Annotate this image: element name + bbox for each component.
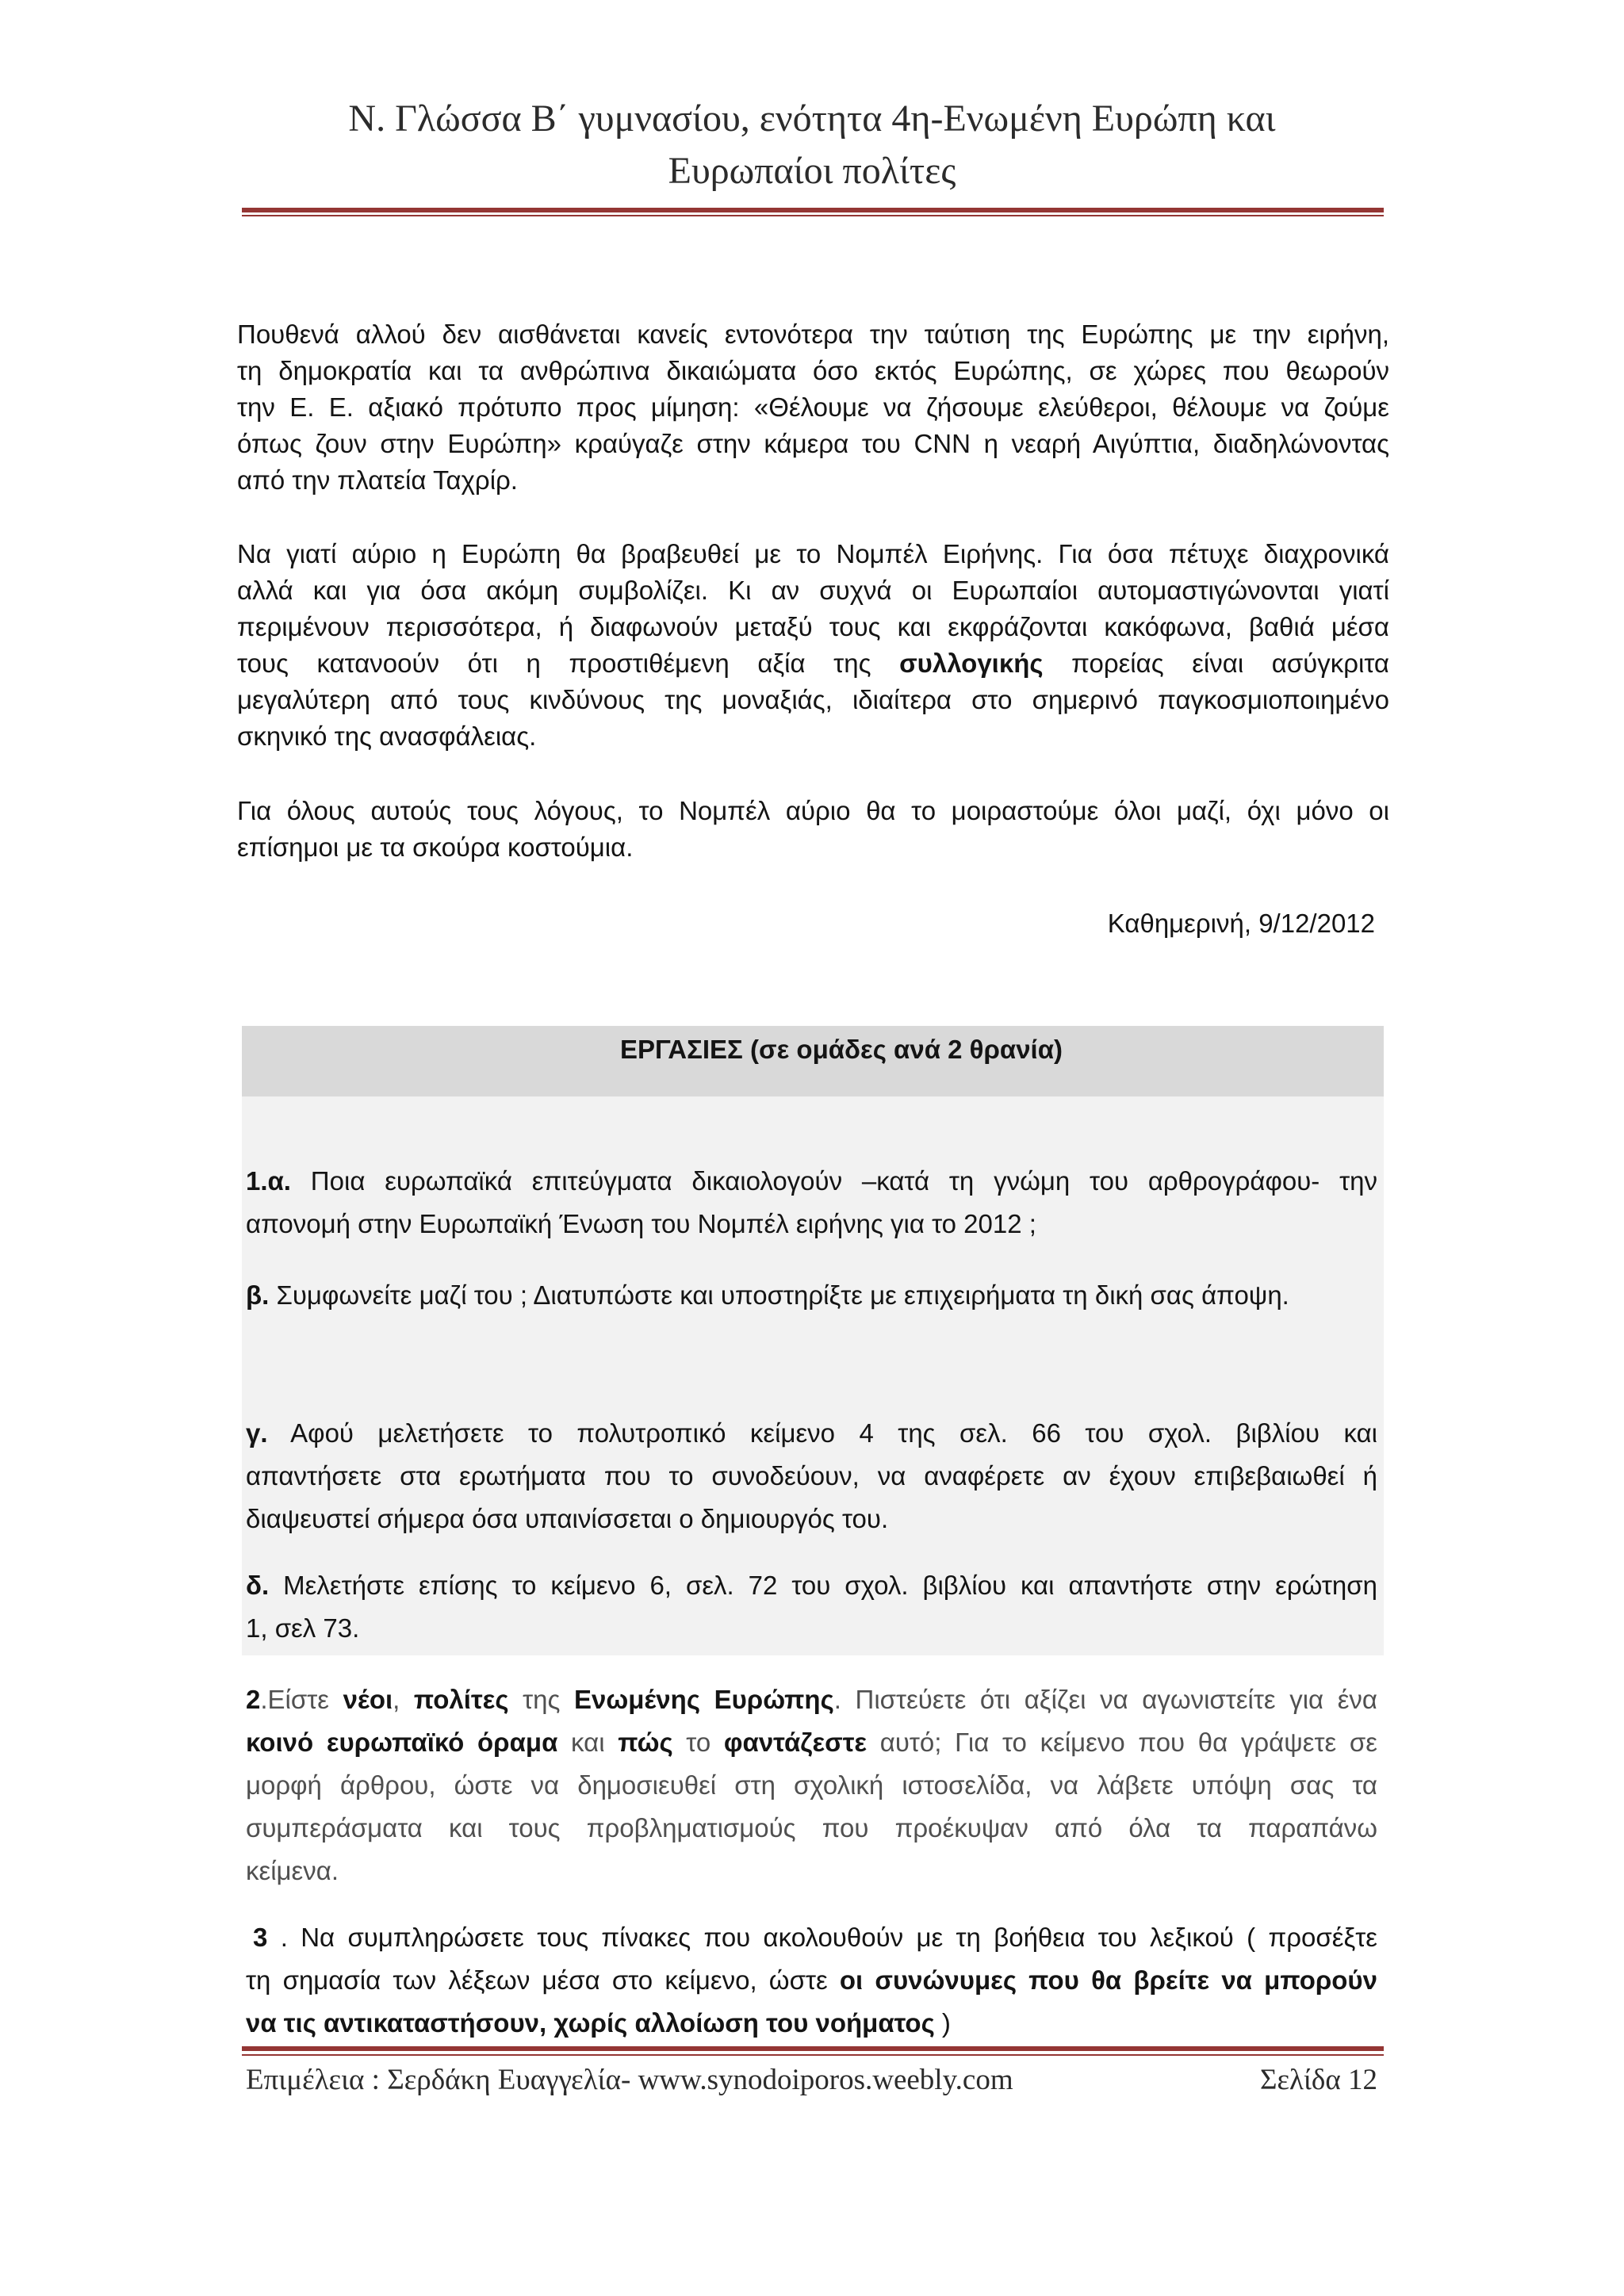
task-line: κείμενα.: [246, 1856, 339, 1885]
text-run: Συμφωνείτε μαζί του ; Διατυπώστε και υποστηρίξτε με επιχειρήματα τη δική σας άποψη.: [269, 1280, 1289, 1310]
task-item-1d: [246, 1564, 1377, 1650]
task-item-1a: [246, 1160, 1377, 1246]
task-line: [246, 1564, 1377, 1607]
tasks-heading: ΕΡΓΑΣΙΕΣ (σε ομάδες ανά 2 θρανία): [619, 1035, 1063, 1064]
bold-text-run: νέοι: [343, 1685, 393, 1714]
text-run: το: [672, 1728, 724, 1757]
task-label: γ.: [246, 1418, 268, 1448]
task-line: διαψευστεί σήμερα όσα υπαινίσσεται ο δημιουργός του.: [246, 1504, 889, 1533]
text-run: αυτό; Για το κείμενο που θα γράψετε σε: [867, 1728, 1377, 1757]
bold-text-run: Ενωμένης Ευρώπης: [573, 1685, 834, 1714]
article-paragraph: [237, 316, 1389, 499]
text-run: Μελετήστε επίσης το κείμενο 6, σελ. 72 του σχολ. βιβλίου και απαντήστε στην ερώτηση: [269, 1571, 1377, 1600]
header-rule: [242, 215, 1384, 216]
bold-text-run: πώς: [618, 1728, 673, 1757]
task-line: συμπεράσματα και τους προβληματισμούς που προέκυψαν από όλα τα παραπάνω: [246, 1813, 1377, 1843]
task-item-1c: [246, 1412, 1377, 1540]
task-line: [246, 2002, 1377, 2045]
task-line: μορφή άρθρου, ώστε να δημοσιευθεί στη σχολική ιστοσελίδα, να λάβετε υπόψη σας τα: [246, 1770, 1377, 1800]
task-label: δ.: [246, 1571, 270, 1600]
paragraph-line: Πουθενά αλλού δεν αισθάνεται κανείς εντονότερα την ταύτιση της Ευρώπης με την ειρήνη,: [237, 320, 1389, 349]
text-run: . Πιστεύετε ότι αξίζει να αγωνιστείτε για ένα: [833, 1685, 1378, 1714]
page-number: Σελίδα 12: [1259, 2064, 1377, 2096]
task-label: 3: [253, 1923, 268, 1952]
article-source: Καθημερινή, 9/12/2012: [1107, 909, 1375, 938]
text-run: πορείας είναι ασύγκριτα: [1043, 649, 1390, 678]
bold-text-run: συλλογικής: [899, 649, 1044, 678]
task-line: 1, σελ 73.: [246, 1613, 360, 1643]
bold-text-run: πολίτες: [413, 1685, 509, 1714]
text-run: και: [557, 1728, 619, 1757]
task-item-1b: [246, 1274, 1377, 1317]
page-footer: [246, 2063, 1377, 2098]
text-run: . Να συμπληρώσετε τους πίνακες που ακολουθούν με τη βοήθεια του λεξικού ( προσέξτε: [267, 1923, 1377, 1952]
footer-rule: [242, 2046, 1384, 2051]
task-line: [246, 1678, 1377, 1721]
paragraph-line: αλλά και για όσα ακόμη συμβολίζει. Κι αν συχνά οι Ευρωπαίοι αυτομαστιγώνονται γιατί: [237, 576, 1389, 605]
footer-rule: [242, 2054, 1384, 2056]
text-run: ,: [393, 1685, 414, 1714]
task-label: β.: [246, 1280, 270, 1310]
footer-credit: Επιμέλεια : Σερδάκη Ευαγγελία- www.synodoiporos.weebly.com: [246, 2064, 1013, 2096]
bold-text-run: κοινό ευρωπαϊκό όραμα: [246, 1728, 558, 1757]
task-line: [246, 1412, 1377, 1455]
task-line: απονομή στην Ευρωπαϊκή Ένωση του Νομπέλ ειρήνης για το 2012 ;: [246, 1209, 1036, 1238]
task-line: απαντήσετε στα ερωτήματα που το συνοδεύουν, να αναφέρετε αν έχουν επιβεβαιωθεί ή: [246, 1461, 1377, 1490]
paragraph-line: επίσημοι με τα σκούρα κοστούμια.: [237, 832, 634, 862]
paragraph-line: περιμένουν περισσότερα, ή διαφωνούν μεταξύ τους και εκφράζονται κακόφωνα, βαθιά μέσα: [237, 612, 1389, 641]
task-line: [246, 1916, 1377, 1959]
task-line: [246, 1160, 1377, 1203]
text-run: Αφού μελετήσετε το πολυτροπικό κείμενο 4 της σελ. 66 του σχολ. βιβλίου και: [267, 1418, 1377, 1448]
task-line: [246, 1274, 1377, 1317]
paragraph-line: την Ε. Ε. αξιακό πρότυπο προς μίμηση: «Θέλουμε να ζήσουμε ελεύθεροι, θέλουμε να ζούμε: [237, 392, 1389, 422]
paragraph-line: σκηνικό της ανασφάλειας.: [237, 721, 537, 751]
bold-text-run: φαντάζεστε: [723, 1728, 868, 1757]
task-line: [246, 1959, 1377, 2002]
task-label: 2: [246, 1685, 261, 1714]
header-title-line: Ν. Γλώσσα Β΄ γυμνασίου, ενότητα 4η-Ενωμένη Ευρώπη και: [348, 98, 1276, 140]
paragraph-line: μεγαλύτερη από τους κινδύνους της μοναξιάς, ιδιαίτερα στο σημερινό παγκοσμιοποιημένο: [237, 685, 1389, 714]
task-item-2: [246, 1678, 1377, 1892]
paragraph-line: Να γιατί αύριο η Ευρώπη θα βραβευθεί με το Νομπέλ Ειρήνης. Για όσα πέτυχε διαχρονικά: [237, 539, 1389, 568]
text-run: Ποια ευρωπαϊκά επιτεύγματα δικαιολογούν –κατά τη γνώμη του αρθρογράφου- την: [290, 1166, 1377, 1196]
document-header: [0, 93, 1624, 197]
task-item-3: [246, 1916, 1377, 2045]
task-line: [246, 1721, 1377, 1764]
paragraph-line: τη δημοκρατία και τα ανθρώπινα δικαιώματα όσο εκτός Ευρώπης, σε χώρες που θεωρούν: [237, 356, 1389, 385]
bold-text-run: να τις αντικαταστήσουν, χωρίς αλλοίωση του νοήματος: [246, 2008, 935, 2038]
article-paragraph: [237, 793, 1389, 866]
bold-text-run: οι συνώνυμες που θα βρείτε να μπορούν: [839, 1965, 1377, 1995]
text-run: της: [508, 1685, 574, 1714]
header-title-line: Ευρωπαίοι πολίτες: [668, 150, 956, 192]
paragraph-line: Για όλους αυτούς τους λόγους, το Νομπέλ αύριο θα το μοιραστούμε όλοι μαζί, όχι μόνο οι: [237, 796, 1389, 825]
text-run: .Είστε: [260, 1685, 343, 1714]
paragraph-line: όπως ζουν στην Ευρώπη» κραύγαζε στην κάμερα του CNN η νεαρή Αιγύπτια, διαδηλώνοντας: [237, 429, 1389, 458]
task-label: 1.α.: [246, 1166, 291, 1196]
text-run: ): [934, 2008, 951, 2038]
text-run: τη σημασία των λέξεων μέσα στο κείμενο, ώστε: [246, 1965, 840, 1995]
tasks-table-header: [242, 1026, 1384, 1096]
paragraph-line: από την πλατεία Ταχρίρ.: [237, 465, 518, 495]
article-paragraph: [237, 536, 1389, 755]
paragraph-line: [237, 645, 1389, 682]
text-run: τους κατανοούν ότι η προστιθέμενη αξία της: [237, 649, 900, 678]
header-rule: [242, 208, 1384, 212]
